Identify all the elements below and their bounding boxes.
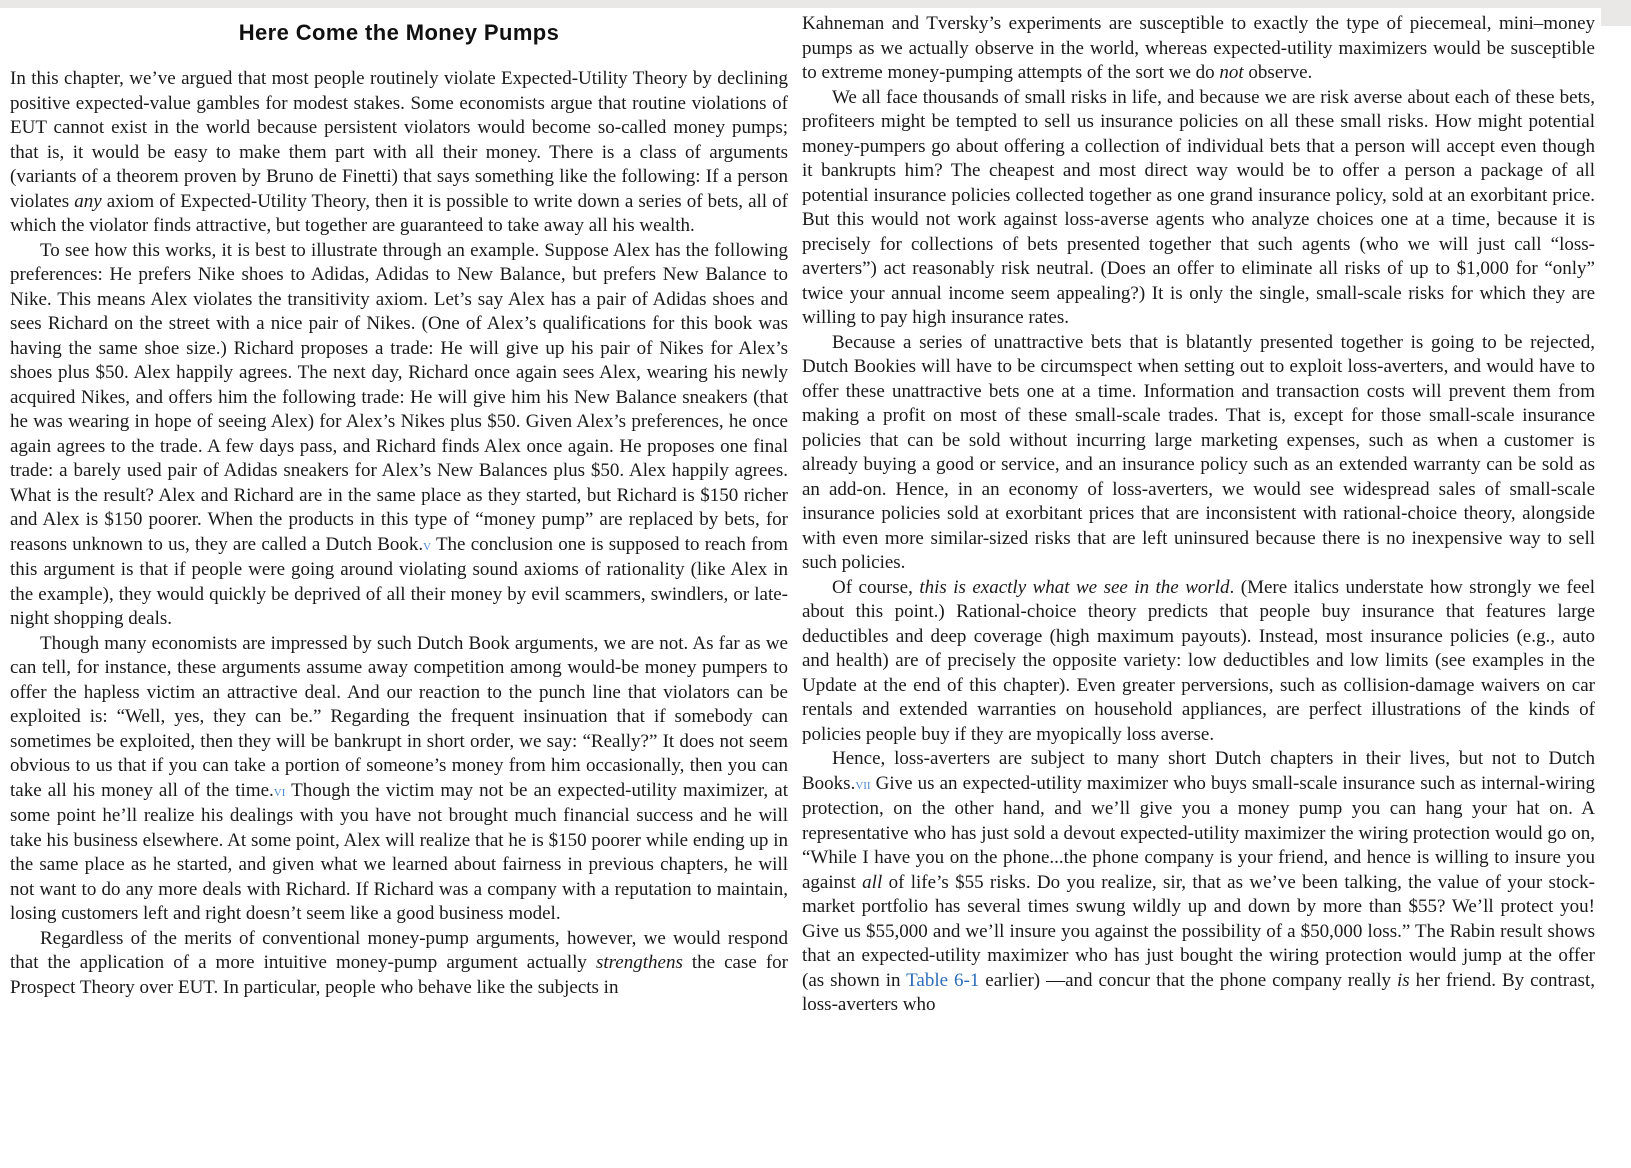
- paragraph: [10, 632, 788, 927]
- paragraph: [10, 927, 788, 1001]
- text-run: observe.: [1243, 62, 1313, 83]
- text-run: Hence, loss-averters are subject to many short Dutch chapters in their lives, but not to Dutch Books.: [802, 748, 1595, 794]
- paragraph: [802, 576, 1595, 748]
- left-column-text: [10, 67, 788, 1000]
- italic-text-run: this is exactly what we see in the world: [919, 576, 1230, 598]
- text-run: Though many economists are impressed by such Dutch Book arguments, we are not. As far as we can tell, for instance, these arguments assume away competition among would-be money pumpers to offer the hapless victim an attractive deal. And our reaction to the punch line that violators can be exploited is: “Well, yes, they can be.” Regarding the frequent insinuation that if somebody can sometimes be exploited, then they will be bankrupt in short order, we say: “Really?” It does not seem obvious to us that if you can take a portion of someone’s money from him occasionally, then you can take all his money all of the time.: [10, 632, 788, 801]
- text-run: Regardless of the merits of conventional money-pump arguments, however, we would respond that the application of a more intuitive money-pump argument actually: [10, 927, 788, 973]
- text-run: In this chapter, we’ve argued that most people routinely violate Expected-Utility Theory by declining positive expected-value gambles for modest stakes. Some economists argue that routine violations of EUT cannot exist in the world because persistent violators would become so-called money pumps; that is, it would be easy to make them part with all their money. There is a class of arguments (variants of a theorem proven by Bruno de Finetti) that says something like the following: If a person violates: [10, 68, 788, 212]
- italic-text-run: any: [74, 190, 102, 212]
- paragraph: [10, 239, 788, 632]
- right-column-text: [802, 12, 1595, 1018]
- footnote-link-vii[interactable]: vii: [855, 775, 871, 793]
- text-run: Of course,: [832, 576, 920, 598]
- scrollbar-corner: [1601, 0, 1631, 26]
- text-run: axiom of Expected-Utility Theory, then it is possible to write down a series of bets, all of which the violator finds attractive, but together are guaranteed to take away all his wealth.: [10, 190, 788, 236]
- text-run: her friend. By contrast, loss-averters who: [802, 969, 1595, 1015]
- left-page-column: [10, 20, 788, 1000]
- text-run: the case for Prospect Theory over EUT. In particular, people who behave like the subjects in: [10, 952, 789, 998]
- text-run: of life’s $55 risks. Do you realize, sir, that as we’ve been talking, the value of your stock-market portfolio has several times swung wildly up and down by more than $55? We’ll protect you! Give us $55,000 and we’ll insure you against the possibility of a $50,000 loss.” The Rabin result shows that an expected-utility maximizer who has just bought the wiring protection would jump at the offer (as shown in: [802, 871, 1595, 991]
- text-run: To see how this works, it is best to illustrate through an example. Suppose Alex has the following preferences: He prefers Nike shoes to Adidas, Adidas to New Balance, but prefers New Balance to Nike. This means Alex violates the transitivity axiom. Let’s say Alex has a pair of Adidas shoes and sees Richard on the street with a nice pair of Nikes. (One of Alex’s qualifications for this book was having the same shoe size.) Richard proposes a trade: He will give up his pair of Nikes for Alex’s shoes plus $50. Alex happily agrees. The next day, Richard once again sees Alex, wearing his newly acquired Nikes, and offers him the following trade: He will give him his New Balance sneakers (that he was wearing in hope of seeing Alex) for Alex’s Nikes plus $50. Given Alex’s preferences, he once again agrees to the trade. A few days pass, and Richard finds Alex once again. He proposes one final trade: a barely used pair of Adidas sneakers for Alex’s New Balances plus $50. Alex happily agrees. What is the result? Alex and Richard are in the same place as they started, but Richard is $150 richer and Alex is $150 poorer. When the products in this type of “money pump” are replaced by bets, for reasons unknown to us, they are called a Dutch Book.: [10, 239, 788, 555]
- paragraph: [802, 12, 1595, 86]
- top-chrome-strip: [0, 0, 1631, 8]
- text-run: Because a series of unattractive bets that is blatantly presented together is going to be rejected, Dutch Bookies will have to be circumspect when setting out to exploit loss-averters, and would have to offer these unattractive bets one at a time. Information and transaction costs will prevent them from making a profit on most of these small-scale trades. That is, except for those small-scale insurance policies that can be sold without incurring large marketing expenses, such as when a customer is already buying a good or service, and an insurance policy such as an extended warranty can be sold as an add-on. Hence, in an economy of loss-averters, we would see widespread sales of small-scale insurance policies sold at exorbitant prices that are inconsistent with rational-choice theory, alongside with even more similar-sized risks that are left uninsured because there is no inexpensive way to sell such policies.: [802, 331, 1595, 573]
- text-run: We all face thousands of small risks in life, and because we are risk averse about each of these bets, profiteers might be tempted to sell us insurance policies on all these small risks. How might potential money-pumpers go about offering a collection of individual bets that a person will accept even though it bankrupts him? The cheapest and most direct way would be to offer a person a package of all potential insurance policies collected together as one grand insurance policy, sold at an exorbitant price. But this would not work against loss-averse agents who analyze choices one at a time, because it is precisely for collections of bets presented together that such agents (who we will just call “loss-averters”) act reasonably risk neutral. (Does an offer to eliminate all risks of up to $1,000 for “only” twice your annual income seem appealing?) It is only the single, small-scale risks for which they are willing to pay high insurance rates.: [802, 86, 1595, 328]
- chapter-title: Here Come the Money Pumps: [238, 20, 560, 45]
- paragraph: [802, 747, 1595, 1018]
- italic-text-run: is: [1397, 969, 1410, 991]
- paragraph: [802, 331, 1595, 576]
- italic-text-run: not: [1219, 62, 1244, 83]
- italic-text-run: strengthens: [595, 952, 683, 973]
- text-run: . (Mere italics understate how strongly we feel about this point.) Rational-choice theory predicts that people buy insurance that features large deductibles and deep coverage (high maximum payouts). Instead, most insurance policies (e.g., auto and health) are of precisely the opposite variety: low deductibles and low limits (see examples in the Update at the end of this chapter). Even greater perversions, such as collision-damage waivers on car rentals and extended warranties on household appliances, are perfect illustrations of the kinds of policies people buy if they are myopically loss averse.: [802, 576, 1595, 745]
- right-page-column: [802, 12, 1595, 1018]
- text-run: Give us an expected-utility maximizer who buys small-scale insurance such as internal-wiring protection, on the other hand, and we’ll give you a money pump you can hang your hat on. A representative who has just sold a devout expected-utility maximizer the wiring protection would go on, “While I have you on the phone...the phone company is your friend, and hence is willing to insure you against: [802, 772, 1595, 893]
- text-run: Kahneman and Tversky’s experiments are susceptible to exactly the type of piecemeal, mini–money pumps as we actually observe in the world, whereas expected-utility maximizers would be susceptible to extreme money-pumping attempts of the sort we do: [802, 13, 1595, 83]
- paragraph: [10, 67, 788, 239]
- footnote-link-v[interactable]: v: [423, 536, 432, 554]
- italic-text-run: all: [862, 871, 883, 893]
- text-run: Though the victim may not be an expected-utility maximizer, at some point he’ll realize his dealings with you have not brought much financial success and he will take his business elsewhere. At some point, Alex will realize that he is $150 poorer while ending up in the same place as he started, and given what we learned about fairness in previous chapters, he will not want to do any more deals with Richard. If Richard was a company with a reputation to maintain, losing customers left and right doesn’t seem like a good business model.: [10, 779, 788, 924]
- text-run: The conclusion one is supposed to reach from this argument is that if people were going around violating sound axioms of rationality (like Alex in the example), they would quickly be deprived of all their money by evil scammers, swindlers, or late-night shopping deals.: [10, 533, 788, 629]
- table-6-1-link[interactable]: Table 6-1: [906, 969, 980, 991]
- text-run: earlier) —and concur that the phone company really: [979, 969, 1397, 991]
- footnote-link-vi[interactable]: vi: [273, 782, 286, 800]
- paragraph: [802, 86, 1595, 331]
